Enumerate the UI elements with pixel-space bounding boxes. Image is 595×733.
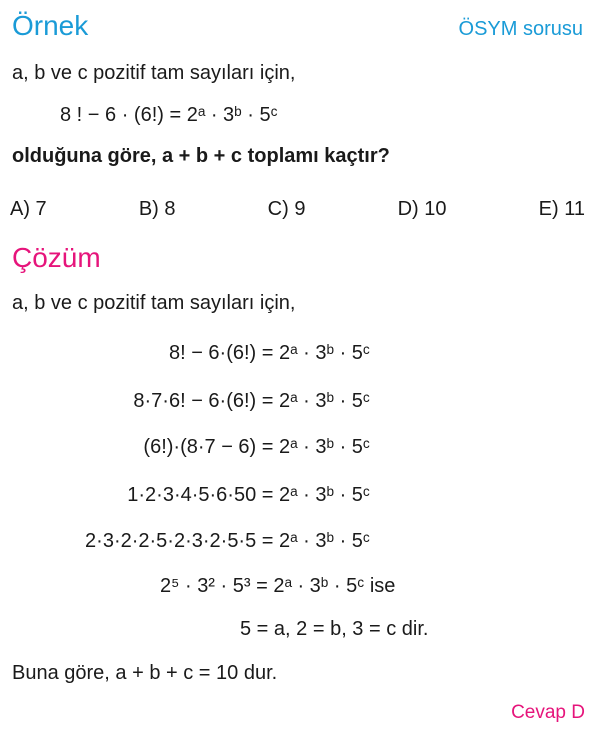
solution-step-5: 2·3·2·2·5·2·3·2·5·5 = 2ᵃ · 3ᵇ · 5ᶜ — [85, 530, 370, 552]
question-equation: 8 ! − 6 · (6!) = 2ᵃ · 3ᵇ · 5ᶜ — [60, 104, 278, 126]
choice-d[interactable]: D) 10 — [397, 198, 447, 220]
choice-c[interactable]: C) 9 — [267, 198, 306, 220]
solution-intro: a, b ve c pozitif tam sayıları için, — [12, 292, 296, 314]
solution-step-3: (6!)·(8·7 − 6) = 2ᵃ · 3ᵇ · 5ᶜ — [143, 436, 370, 458]
solution-step-7: 5 = a, 2 = b, 3 = c dir. — [240, 618, 429, 640]
question-intro: a, b ve c pozitif tam sayıları için, — [12, 62, 296, 84]
solution-title: Çözüm — [12, 242, 101, 273]
choice-e[interactable]: E) 11 — [538, 198, 585, 220]
choice-b[interactable]: B) 8 — [138, 198, 176, 220]
answer-label: Cevap D — [511, 702, 585, 723]
solution-step-6: 2⁵ · 3² · 5³ = 2ᵃ · 3ᵇ · 5ᶜ ise — [160, 575, 396, 597]
solution-conclusion: Buna göre, a + b + c = 10 dur. — [12, 662, 278, 684]
answer-choices — [10, 198, 585, 221]
solution-step-4: 1·2·3·4·5·6·50 = 2ᵃ · 3ᵇ · 5ᶜ — [127, 484, 370, 506]
solution-step-2: 8·7·6! − 6·(6!) = 2ᵃ · 3ᵇ · 5ᶜ — [133, 390, 370, 412]
choice-a[interactable]: A) 7 — [10, 198, 47, 220]
solution-step-1: 8! − 6·(6!) = 2ᵃ · 3ᵇ · 5ᶜ — [168, 342, 370, 364]
source-label: ÖSYM sorusu — [458, 18, 583, 40]
question-prompt: olduğuna göre, a + b + c toplamı kaçtır? — [12, 145, 390, 167]
example-title: Örnek — [12, 10, 89, 41]
